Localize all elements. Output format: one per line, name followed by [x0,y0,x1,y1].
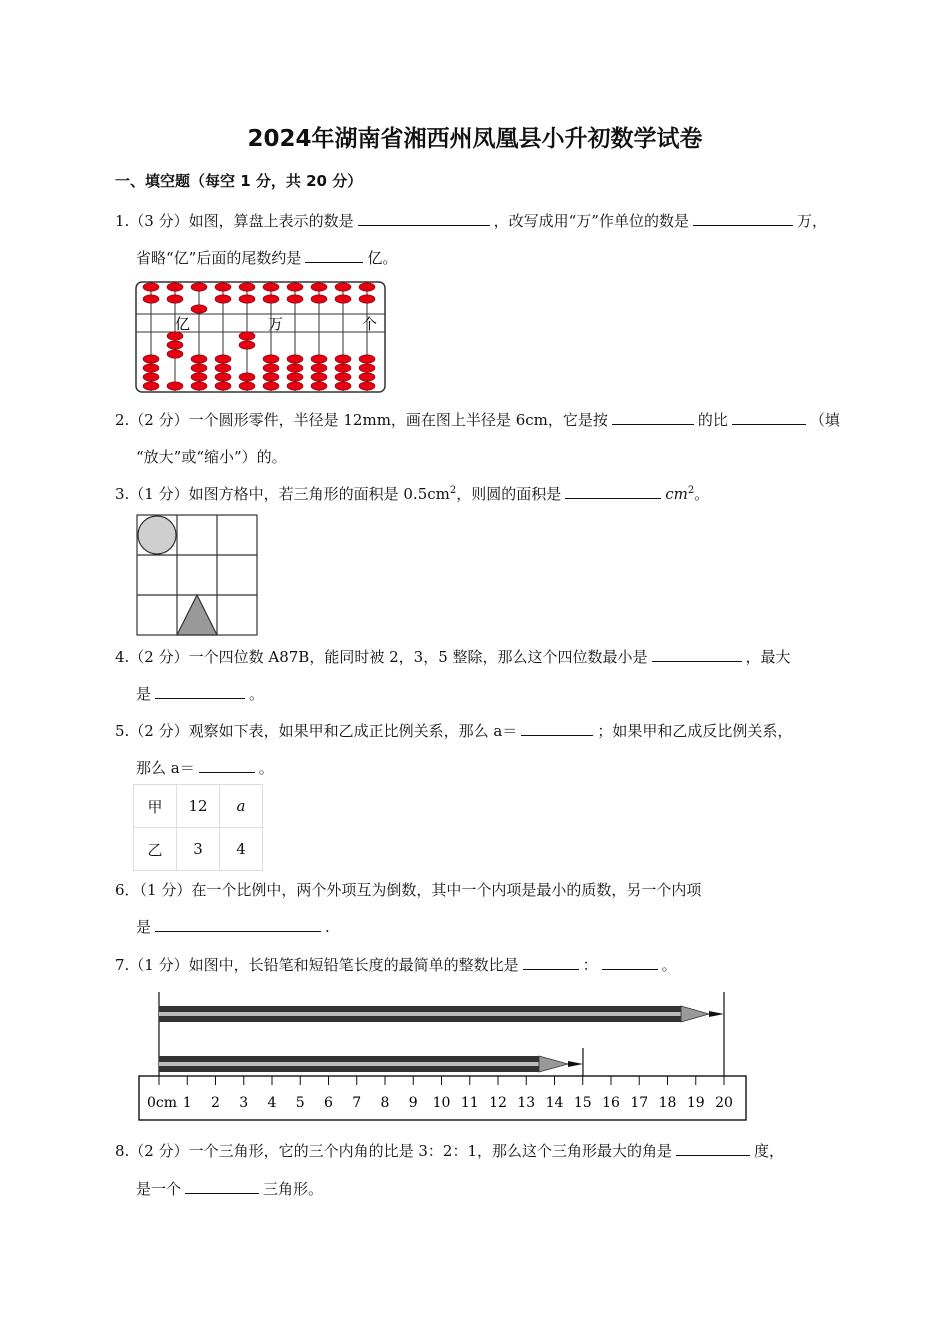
abacus-bead [263,382,279,390]
abacus-bead [359,295,375,303]
table-cell: 乙 [134,828,177,871]
ruler-ticks [159,1076,724,1085]
triangle-shape [177,595,217,635]
abacus-bead [239,283,255,291]
table-cell: 12 [177,785,220,828]
abacus-bead [359,355,375,363]
abacus-bead [287,355,303,363]
abacus-bead [239,341,255,349]
abacus-bead [143,382,159,390]
ratio-table [133,784,263,871]
ruler-label: 11 [460,1095,479,1111]
q2-blank-1[interactable] [612,410,694,425]
abacus-bead [335,295,351,303]
abacus-bead [239,373,255,381]
ruler-label: 9 [408,1095,418,1111]
q8-text: 8.（2 分）一个三角形，它的三个内角的比是 3：2：1，那么这个三角形最大的角是 [115,1142,673,1160]
ruler-label: 17 [630,1095,649,1111]
abacus-bead [359,382,375,390]
ruler-label: 1 [182,1095,192,1111]
section-heading: 一、填空题（每空 1 分，共 20 分） [115,172,363,190]
q5-text: 5.（2 分）观察如下表，如果甲和乙成正比例关系，那么 a＝ [115,722,518,740]
abacus-bead [311,364,327,372]
ruler-label: 12 [489,1095,507,1111]
abacus-bead [143,373,159,381]
q6-text-2: . [325,918,330,936]
abacus-bead [239,332,255,340]
abacus-bead [263,373,279,381]
question-2-line-2: “放大”或“缩小”）的。 [136,448,287,466]
abacus-bead [335,283,351,291]
q8-blank-2[interactable] [185,1179,259,1194]
question-4-line-2 [136,683,264,704]
abacus-label-yi: 亿 [175,315,191,333]
question-6-line-2 [136,916,330,937]
q1-blank-3[interactable] [305,248,363,263]
q3-blank[interactable] [565,484,661,499]
abacus-bead [287,373,303,381]
abacus-bead [311,355,327,363]
abacus-bead [167,350,183,358]
q1-blank-2[interactable] [693,211,793,226]
page-title: 2024年湖南省湘西州凤凰县小升初数学试卷 [247,126,703,152]
q3-sup-1: 2 [449,485,457,496]
q1-blank-1[interactable] [358,211,490,226]
long-pencil [159,1006,724,1022]
q2-text-3: （填 [809,411,840,429]
abacus-bead [143,355,159,363]
ruler-label: 3 [239,1095,249,1111]
q7-blank-1[interactable] [523,955,579,970]
abacus-bead [359,373,375,381]
ruler-label: 18 [658,1095,677,1111]
abacus-bead [167,341,183,349]
question-1-line-1 [115,210,827,231]
q5-text-2: ；如果甲和乙成反比例关系， [597,722,793,740]
q7-text: 7.（1 分）如图中，长铅笔和短铅笔长度的最简单的整数比是 [115,956,519,974]
abacus-bead [287,364,303,372]
abacus-bead [143,295,159,303]
ruler-label: 19 [686,1095,705,1111]
q4-blank-1[interactable] [652,647,742,662]
q8-text-2: 度， [754,1142,785,1160]
abacus-bead [191,283,207,291]
q5-blank-2[interactable] [199,758,255,773]
q4-blank-2[interactable] [155,684,245,699]
abacus-bead [335,355,351,363]
table-cell: 甲 [134,785,177,828]
abacus-bead [167,332,183,340]
question-1-line-2 [136,247,397,268]
table-cell: 3 [177,828,220,871]
table-row [134,785,263,828]
abacus-bead [167,295,183,303]
abacus-bead [287,283,303,291]
ruler-label: 16 [602,1095,620,1111]
question-4-line-1 [115,646,791,667]
abacus-bead [335,364,351,372]
abacus-bead [215,355,231,363]
abacus-figure [135,281,387,394]
abacus-bead [143,283,159,291]
ruler-label: 10 [432,1095,451,1111]
q7-blank-2[interactable] [602,955,658,970]
abacus-bead [215,373,231,381]
circle-shape [138,516,176,554]
ruler-label: 20 [715,1095,733,1111]
q5-text-3: 那么 a＝ [136,759,195,777]
abacus-bead [263,355,279,363]
q3-unit: cm [665,485,688,503]
question-7-line-1 [115,954,677,975]
ruler-label: 4 [267,1095,277,1111]
abacus-bead [215,364,231,372]
abacus-bead [191,355,207,363]
q4-text: 4.（2 分）一个四位数 A87B，能同时被 2，3，5 整除，那么这个四位数最小是 [115,648,648,666]
abacus-bead [167,283,183,291]
q1-text-5: 亿。 [367,249,398,267]
ruler-label: 7 [352,1095,362,1111]
abacus-bead [335,382,351,390]
q5-blank-1[interactable] [521,721,593,736]
abacus-bead [311,283,327,291]
q6-text: 是 [136,918,152,936]
q1-text-4: 省略“亿”后面的尾数约是 [136,249,302,267]
abacus-bead [191,305,207,313]
ruler-label: 0cm [147,1095,178,1111]
ruler-label: 5 [295,1095,305,1111]
abacus-bead [191,382,207,390]
abacus-bead [311,373,327,381]
table-cell: a [220,785,263,828]
q2-text-2: 的比 [697,411,728,429]
ruler-label: 8 [380,1095,390,1111]
abacus-label-ge: 个 [362,315,378,333]
abacus-bead [359,283,375,291]
q8-text-4: 三角形。 [263,1180,324,1198]
abacus-bead [263,283,279,291]
abacus-bead [311,295,327,303]
q4-text-4: 。 [249,685,265,703]
abacus-bead [215,382,231,390]
q6-blank[interactable] [155,917,321,932]
abacus-bead [287,382,303,390]
abacus-bead [239,382,255,390]
question-5-line-1 [115,720,792,741]
question-8-line-1 [115,1140,784,1161]
abacus-bead [215,283,231,291]
abacus-bead [311,382,327,390]
abacus-bead [215,295,231,303]
abacus-label-wan: 万 [268,315,284,333]
abacus-bead [263,295,279,303]
q8-blank-1[interactable] [676,1141,750,1156]
q3-text-2: ，则圆的面积是 [456,485,562,503]
q8-text-3: 是一个 [136,1180,182,1198]
ruler-label: 14 [545,1095,564,1111]
abacus-bead [191,364,207,372]
q2-blank-2[interactable] [732,410,806,425]
abacus-bead [143,364,159,372]
q1-text-3: 万， [796,212,827,230]
q7-text-3: 。 [661,956,677,974]
abacus-bead [335,373,351,381]
grid-figure [136,514,258,636]
question-2-line-1 [115,409,840,430]
question-6-line-1: 6．（1 分）在一个比例中，两个外项互为倒数，其中一个内项是最小的质数，另一个内项 [115,881,702,899]
question-5-line-2 [136,757,274,778]
q2-text: 2.（2 分）一个圆形零件，半径是 12mm，画在图上半径是 6cm，它是按 [115,411,608,429]
q4-text-3: 是 [136,685,152,703]
short-pencil [159,1056,583,1072]
q3-text-3: 。 [694,485,710,503]
q5-text-4: 。 [258,759,274,777]
abacus-bead [263,364,279,372]
question-8-line-2 [136,1178,323,1199]
q4-text-2: ，最大 [745,648,791,666]
abacus-bead [359,364,375,372]
ruler-label: 13 [517,1095,536,1111]
q3-text: 3.（1 分）如图方格中，若三角形的面积是 0.5cm [115,485,450,503]
q3-sup-2: 2 [687,485,695,496]
abacus-bead [191,373,207,381]
q1-text-2: ，改写成用“万”作单位的数是 [493,212,689,230]
abacus-bead [239,295,255,303]
table-cell: 4 [220,828,263,871]
q7-text-2: ： [582,956,598,974]
table-row [134,828,263,871]
question-3-line-1 [115,483,709,504]
ruler-label: 15 [573,1095,592,1111]
q1-text: 1.（3 分）如图，算盘上表示的数是 [115,212,354,230]
pencil-ruler-figure [135,988,750,1124]
abacus-bead [167,382,183,390]
ruler-label: 2 [211,1095,220,1111]
ruler-label: 6 [324,1095,333,1111]
abacus-bead [287,295,303,303]
